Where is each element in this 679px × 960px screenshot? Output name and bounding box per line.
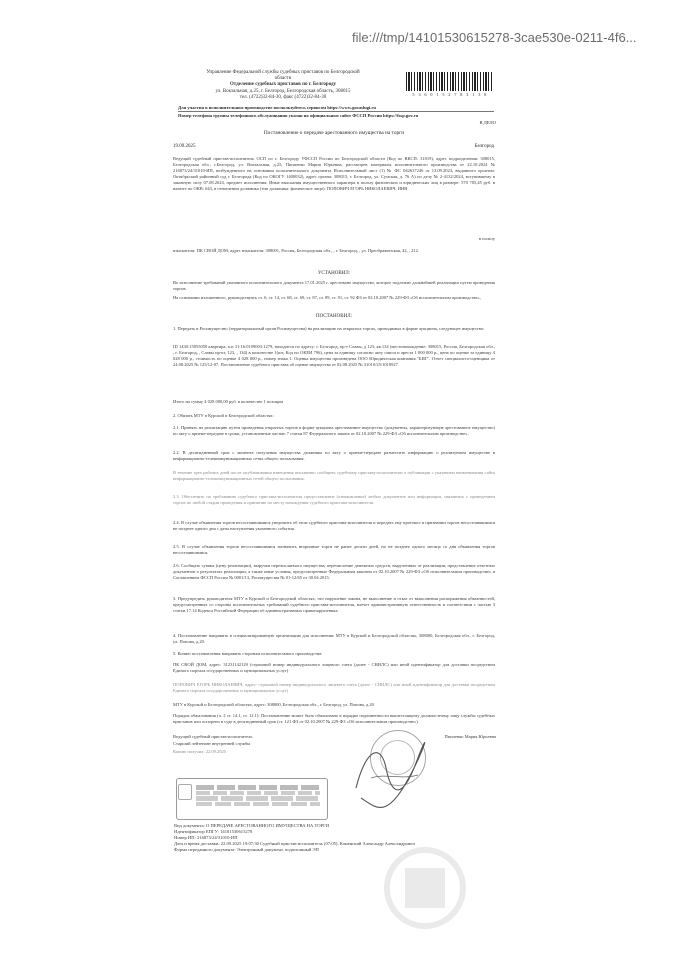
notice-gosuslugi: Для участия в исполнительном производстве воспользуйтесь сервисом https://www.gosuslugi.ru [178,105,376,110]
esign-doc-type: Вид документа: О ПЕРЕДАЧЕ АРЕСТОВАННОГО ИМУЩЕСТВА НА ТОРГИ [174,823,330,828]
intro-paragraph: Ведущий судебный пристав-исполнитель ОСП по г. Белгороду УФССП России по Белгородской области (Код по ВКСП: 31019), адрес подразделения: 308015, Белгородская обл., г.Белгород, ул. Вокзальная, д.25, Пиппенко Мария Юрьевна, рассмотрев материалы исполнительного производства от 22.10.2024 № 216873/24/31010-ИП, возбужденного на основании исполнительного документа Исполнительный лист (1) № ФС 042637246 от 13.09.2024, выданного органом: Октябрьский районный суд г. Белгорода (Код по ОКОГУ 1400032), адрес органа: 308015, г. Белгород, ул. Сумская, д. 76 А) по делу № 2-4132/2024, вступившему в законную силу 07.08.2024, предмет исполнения: Иные взыскания имущественного характера в пользу физических и юридических лиц в размере: 570 705,45 руб. в валюте по ОКВ: 643, в отношении должника (тип должника: физическое лицо): ПОПОВИЧ ЕГОРЬ НИКОЛАЕВИЧ, ИНН [173,156,495,191]
received-mark: Копию получил: 22.09.2025 [173,749,226,754]
item-5-mtu: МТУ в Курской и Белгородской областях, адрес: 308000, Белгородская обл., г. Белгород, ул. Попова, д.20 [173,702,374,707]
copy-mark: В ДЕЛО [479,120,496,125]
contact-notice [178,105,494,119]
item-2-1: 2.1. Принять на реализацию путем проведения открытых торгов в форме аукциона арестованное имущество (документы, характеризующие арестованное имущество) по акту о приеме-передаче в сроки, установленные частью 7 статьи 87 Федерального закона от 02.10.2007 № 229-ФЗ «Об исполнительном производстве». [173,425,495,436]
item-2-5: 2.5. В случае объявления торгов несостоявшимися назначить вторичные торги не ранее десяти дней, но не позднее одного месяца со дня объявления торгов несостоявшимися. [173,544,495,555]
esign-form: Форма переданного документа: Электронный документ, подписанный ЭП [174,847,319,852]
item-1-property: ID 1430:15055050 квартира, к.н 31:16:0109003:1279, находится по адресу: г. Белгород, пр-т Славы, д 123, кв.134 (местонахождение: 308015, Россия, Белгородская обл., , г. Белгород, , Славы пр-кт, 123, , 134) в количестве 1(шт, Код по ОКЕИ 796), цена за единицу согласно акту описи и ареста 1 000 000 р., цена по оценке за единицу 4 028 000 р., стоимость по оценке 4 028 000 р., номер знака 1. Оценка имущества произведена ООО Юридическая компания "БИГ". Отчет специалиста-оценщика от 24.08.2025 № 125/12-07. Постановление судебного пристава об оценке имущества от 02.08.2025 № 31010/25/1010927. [173,344,495,367]
stamp-text-block [196,784,320,807]
heading-ustanovil: УСТАНОВИЛ: [317,271,351,276]
item-5-debtor: ПОПОВИЧ ЕГОРЬ НИКОЛАЕВИЧ, адрес: страховой номер индивидуального лицевого счета (далее - СНИЛС) или иной идентификатор для доставки посредством Единого портала государственных и муниципальных услуг) [173,682,495,693]
header-line: Управление Федеральной службы судебных приставов по Белгородской [206,70,360,75]
document-date: 19.09.2025 [173,144,196,149]
header-line: ул. Вокзальная, д.25, г. Белгород, Белгородская область, 308015 [215,88,351,94]
esign-case-number: Номер ИП: 216873/24/31010-ИП [174,835,238,840]
item-2: 2. Обязать МТУ в Курской и Белгородской областях: [173,413,274,418]
item-2-6: 2.6. Сообщать суммы (цену реализации), выручки перечисляемого имущества, перечисление денежных средств, вырученных от реализации, представление отчетных документов о результатах реализации, а также иные условия, предусмотренные Федеральным законом от 02.10.2007 № 229-ФЗ «Об исполнительном производстве» и Соглашением ФССП России № 0001/13, Росимущества № 01-12/65 от 30.04.2015. [173,563,495,580]
barcode-image [406,72,494,91]
ustanovil-paragraph: Во исполнение требований указанного исполнительного документа 17.01.2025 г. арестовано имущество, которое подлежит дальнейшей реализации путем проведения торгов. [173,280,495,291]
item-1: 1. Передать в Росимущество (территориальный орган Росимущества) на реализацию на открытых торгах, проводимых в форме аукциона, следующее имущество: [173,326,485,331]
signer-name: Пиппенко Мария Юрьевна [444,734,496,739]
intro-claimant: взыскателя: ПК СВОЙ ДОМ, адрес взыскателя: 308001, Россия, Белгородская обл., , г. Белгород, , ул. Преображенская, 42, , 212. [173,248,419,253]
document-title: Постановление о передаче арестованного имущества на торги [263,130,405,136]
watermark-logo [370,838,500,938]
issuer-header [178,70,388,101]
item-5: 5. Копию постановления направить сторонам исполнительного производства: [173,651,323,656]
intro-in-favor: в пользу [478,236,495,241]
emblem-icon [178,784,192,800]
appeal-procedure: Порядок обжалования (ч. 2 ст. 14.1, ст. 12.1): Постановление может быть обжаловано в порядке подчиненности вышестоящему должностному лицу службы судебных приставов или оспорено в суде в десятидневный срок (ст. 121 ФЗ от 02.10.2007 № 229-ФЗ «Об исполнительном производстве») [173,713,495,724]
signer-rank: Старший лейтенант внутренней службы [173,741,251,746]
barcode-number: 5 3 6 0 1 5 2 7 8 3 1 3 8 [412,92,488,97]
item-3: 3. Предупредить руководителя МТУ в Курской и Белгородской областях, что нарушение закона, не выполнение и отказ от выполнения распоряжения обязанностей, предусмотренных со стороны исполнительных требований судебного пристава-исполнителя, влечет административную ответственность в соответствии с частью 3 статьи 17.14 Кодекса Российской Федерации об административных правонарушениях. [173,596,495,613]
item-2-4: 2.4. В случае объявления торгов несостоявшимися уведомить об этом судебного пристава-исполнителя и передать ему протокол и признании торгов несостоявшимися не позднее одного дня с даты наступления указанного события. [173,520,495,531]
esign-delivery-time: Дата и время доставки: 22.09.2025 19:07:30 Судебный пристав-исполнитель (07:05), Каменский Александр Александрович [174,841,415,846]
item-1-total: Итого на сумму 4 028 000,00 руб. в количестве 1 позиции [173,399,283,404]
document-page [170,68,498,933]
header-line: тел. (4722)32-84-30, факс (4722)32-84-30 [239,94,327,100]
item-2-3: 2.3. Обеспечить по требованию судебного пристава-исполнителя предоставление (ознакомление) любых документов или информации, связанных с проведением торгов по любой стадии проведения и принятию по месту нахождения судебного пристава-исполнителя. [173,494,495,505]
esign-epgu-id: Идентификатор ЕПГУ: 14101530615278 [174,829,253,834]
signer-position: Ведущий судебный пристав-исполнитель [173,734,253,739]
item-4: 4. Постановление направить в специализированную организацию для исполнения: МТУ в Курской и Белгородской областях, 308000, Белгородская обл., г. Белгород, ул. Попова, д.20. [173,633,495,644]
header-line: области [274,76,292,82]
item-2-2-publication: В течение трех рабочих дней после опубликования извещения письменно сообщить судебному приставу-исполнителю о публикации с указанием наименования сайта информационно-телекоммуникационных сетей общего пользования. [173,470,495,481]
document-city: Белгород [474,144,494,149]
basis-paragraph: На основании изложенного, руководствуясь ст. 6, ст. 14, ст. 68, ст. 69, ст. 87, ст. 89, ст. 91, ст. 92 ФЗ от 02.10.2007 № 229-ФЗ «Об исполнительном производстве», [173,295,481,300]
item-2-2: 2.2. В десятидневный срок с момента получения имущества должника по акту о приеме-передаче разместить информацию о реализуемом имуществе в информационно-телекоммуникационных сетях общего пользования. [173,450,495,461]
handwritten-signature [346,728,436,818]
notice-fssp: Номер телефона группы телефонного обслуживания указан на официальном сайте ФССП России https://fssp.gov.ru [178,111,494,119]
header-line: Отделение судебных приставов по г. Белгороду [229,82,337,88]
item-5-claimant: ПК СВОЙ ДОМ, адрес: 31231142129 (страховой номер индивидуального лицевого счета (далее - СНИЛС) или иной идентификатор для доставки посредством Единого портала государственных и муниципальных услуг) [173,662,495,673]
heading-postanovil: ПОСТАНОВИЛ: [316,314,352,319]
address-bar-url[interactable]: file:///tmp/14101530615278-3cae530e-0211-4f6... [352,30,637,45]
